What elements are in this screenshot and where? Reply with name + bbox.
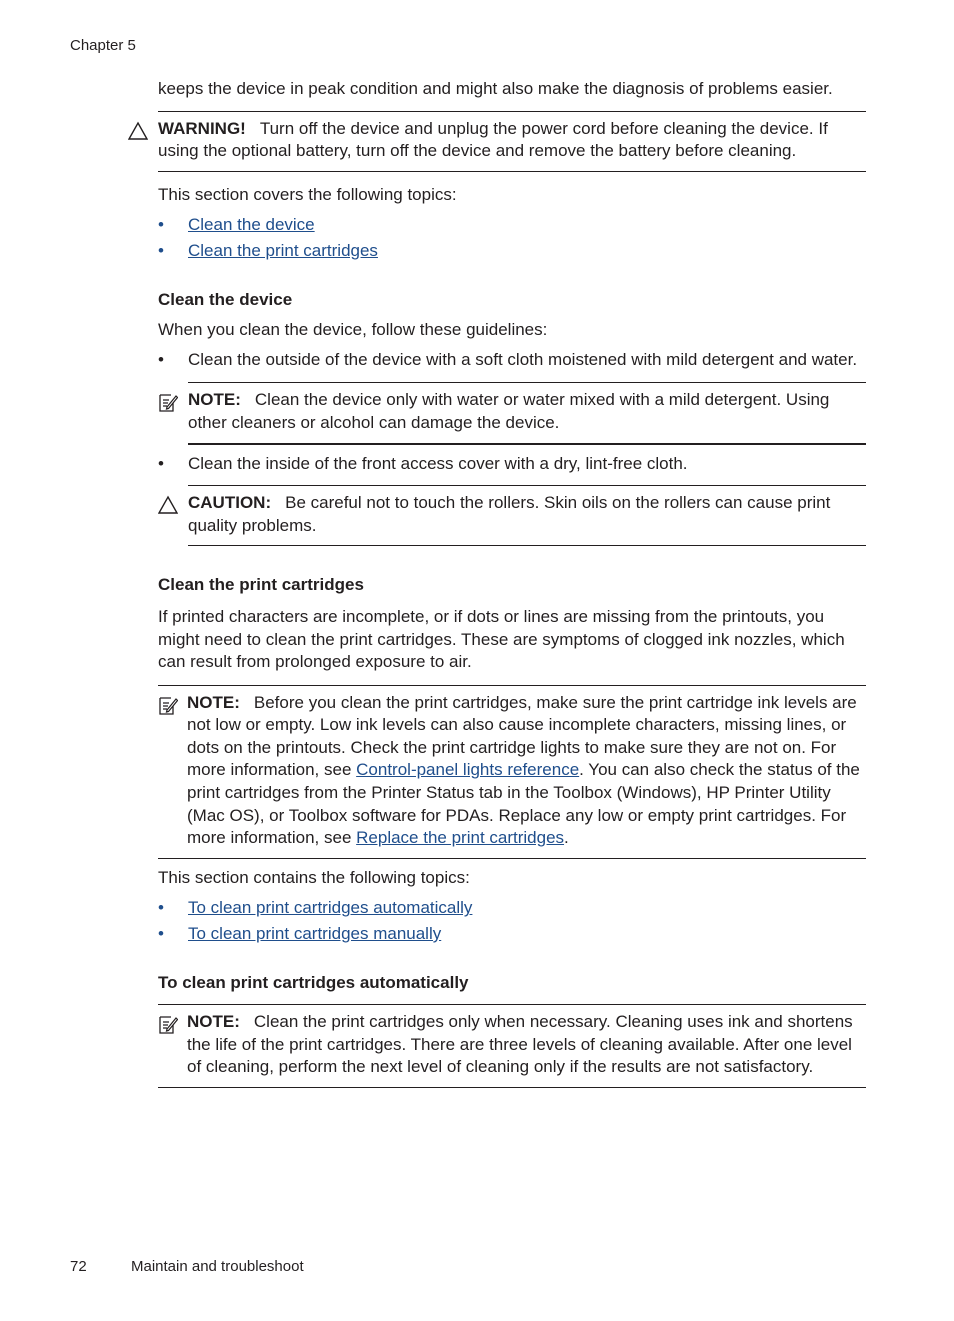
note-label: NOTE: xyxy=(187,1012,240,1032)
bullet: • xyxy=(158,924,164,944)
page-content xyxy=(158,78,866,1088)
caution-label: CAUTION: xyxy=(188,493,272,513)
bullet: • xyxy=(158,240,164,260)
note-body xyxy=(187,692,866,850)
caution-body xyxy=(188,492,866,537)
list-item xyxy=(158,897,866,920)
list-item xyxy=(158,240,866,263)
note-callout-auto xyxy=(158,1004,866,1088)
bullet: • xyxy=(158,453,164,473)
note-text-1: Before you clean the print cartridges, make sure the print cartridge ink levels are not low or empty. Low ink levels can also cause incomplete characters, missing lines, or dots on the printouts. Check the print cartridge lights to make sure they are not on. For more information, see xyxy=(187,692,857,780)
note-icon xyxy=(158,392,178,412)
bullet: • xyxy=(158,898,164,918)
topics-intro: This section covers the following topics: xyxy=(158,184,457,204)
link-clean-print-cartridges[interactable]: Clean the print cartridges xyxy=(188,240,378,260)
note-icon xyxy=(158,695,178,715)
note-body xyxy=(187,1011,866,1079)
link-clean-device[interactable]: Clean the device xyxy=(188,215,315,235)
warning-callout xyxy=(158,111,866,172)
cartridges-topics-list xyxy=(158,897,866,945)
page-footer xyxy=(70,1258,304,1275)
caution-text: Be careful not to touch the rollers. Skin oils on the rollers can cause print quality problems. xyxy=(188,493,831,535)
heading-clean-automatically: To clean print cartridges automatically xyxy=(158,972,469,992)
intro-paragraph: keeps the device in peak condition and might also make the diagnosis of problems easier. xyxy=(158,79,833,98)
list-item xyxy=(158,214,866,237)
note-label: NOTE: xyxy=(188,390,241,410)
warning-text: Turn off the device and unplug the power cord before cleaning the device. If using the optional battery, turn off the device and remove the battery before cleaning. xyxy=(158,118,828,161)
topics-list xyxy=(158,214,866,262)
link-control-panel-lights-reference[interactable]: Control-panel lights reference xyxy=(356,760,580,780)
note-callout-device xyxy=(188,382,866,444)
list-item xyxy=(158,349,866,372)
caution-callout xyxy=(188,485,866,546)
bullet: • xyxy=(158,349,164,369)
note-label: NOTE: xyxy=(187,692,240,712)
guideline-outside: Clean the outside of the device with a soft cloth moistened with mild detergent and water. xyxy=(188,349,858,369)
heading-clean-device: Clean the device xyxy=(158,289,293,309)
link-clean-manually[interactable]: To clean print cartridges manually xyxy=(188,924,442,944)
link-clean-automatically[interactable]: To clean print cartridges automatically xyxy=(188,898,473,918)
clean-device-intro: When you clean the device, follow these guidelines: xyxy=(158,320,548,340)
list-item xyxy=(158,923,866,946)
bullet: • xyxy=(158,215,164,235)
note-callout-cartridges xyxy=(158,685,866,859)
list-item xyxy=(158,453,866,476)
guideline-inside: Clean the inside of the front access cover with a dry, lint-free cloth. xyxy=(188,453,688,473)
footer-section: Maintain and troubleshoot xyxy=(131,1258,304,1275)
guidelines-list-2 xyxy=(158,453,866,476)
caution-triangle-icon xyxy=(158,495,178,515)
link-replace-print-cartridges[interactable]: Replace the print cartridges xyxy=(356,828,565,848)
warning-triangle-icon xyxy=(128,121,148,141)
note-text-3: . xyxy=(564,828,569,848)
note-icon xyxy=(158,1014,178,1034)
clean-cartridges-intro: If printed characters are incomplete, or if dots or lines are missing from the printouts, you might need to clean the print cartridges. These are symptoms of clogged ink nozzles, which can result from prolonged exposure to air. xyxy=(158,606,845,672)
warning-label: WARNING! xyxy=(158,118,246,138)
heading-clean-cartridges: Clean the print cartridges xyxy=(158,575,364,595)
note-text: Clean the print cartridges only when necessary. Cleaning uses ink and shortens the life of the print cartridges. There are three levels of cleaning available. After one level of cleaning, perform the next level of cleaning only if the results are not satisfactory. xyxy=(187,1012,853,1077)
guidelines-list xyxy=(158,349,866,372)
page-number: 72 xyxy=(70,1258,87,1275)
note-text-2: . You can also check the status of the print cartridges from the Printer Status tab in the Toolbox (Windows), HP Printer Utility (Mac OS), or Toolbox software for PDAs. Replace any low or empty print cartridges. For more information, see xyxy=(187,760,860,848)
note-text: Clean the device only with water or water mixed with a mild detergent. Using other cleaners or alcohol can damage the device. xyxy=(188,390,830,432)
cartridges-topics-intro: This section contains the following topics: xyxy=(158,867,470,887)
note-body xyxy=(188,389,866,434)
chapter-header: Chapter 5 xyxy=(70,37,136,54)
warning-body xyxy=(158,118,866,163)
